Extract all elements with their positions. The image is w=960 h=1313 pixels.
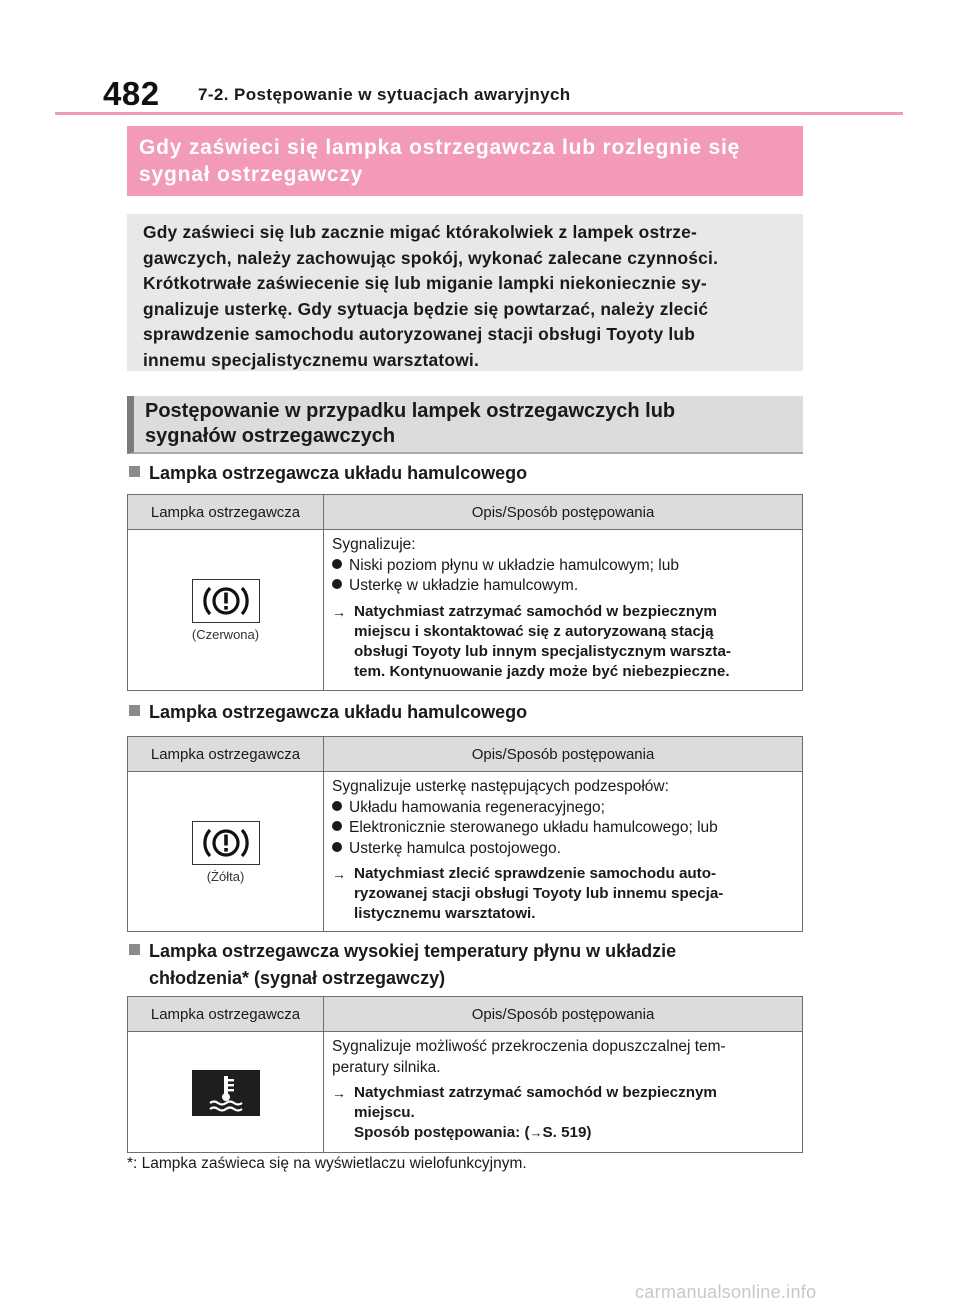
action-instruction: → Natychmiast zatrzymać samochód w bezpiecznym miejscu i skontaktować się z autoryzowaną stacją obsługi Toyoty lub innym specjalistycznym warszta- tem. Kontynuowanie jazdy może być niebezpieczne. — [332, 602, 731, 680]
section-heading — [127, 396, 803, 454]
intro-line: gawczych, należy zachowując spokój, wykonać zalecane czynności. — [143, 247, 719, 268]
action-instruction: → Natychmiast zatrzymać samochód w bezpiecznym miejscu. Sposób postępowania: (→S. 519) — [332, 1083, 794, 1143]
description-cell — [324, 530, 802, 691]
intro-line: innemu specjalistycznemu warsztatowi. — [143, 349, 479, 370]
intro-line: sprawdzenie samochodu autoryzowanej stacji obsługi Toyoty lub — [143, 324, 696, 344]
intro-line: gnalizuje usterkę. Gdy sytuacja będzie się powtarzać, należy zlecić — [143, 298, 709, 319]
warning-table-brake-red — [127, 494, 803, 691]
intro-line: Krótkotrwałe zaświecenie się lub miganie lampki niekoniecznie sy- — [143, 273, 707, 293]
main-heading — [127, 126, 803, 196]
section-heading-line: Postępowanie w przypadku lampek ostrzegawczych lub — [145, 400, 676, 422]
table-header-col-lamp: Lampka ostrzegawcza — [128, 737, 324, 771]
subsection-title-brake-yellow: Lampka ostrzegawcza układu hamulcowego — [129, 699, 527, 726]
description-cell — [324, 1032, 802, 1153]
warning-table-brake-yellow — [127, 736, 803, 932]
table-header-col-lamp: Lampka ostrzegawcza — [128, 495, 324, 529]
section-heading-line: sygnałów ostrzegawczych — [145, 425, 396, 447]
lamp-cell — [128, 772, 324, 932]
table-header-col-description: Opis/Sposób postępowania — [471, 503, 655, 521]
table-row — [128, 772, 802, 932]
bullet-item: Niski poziom płynu w układzie hamulcowym; lub — [332, 556, 794, 577]
bullet-item: Usterkę w układzie hamulcowym. — [332, 576, 794, 597]
table-row — [128, 1032, 802, 1153]
description-text: Sygnalizuje usterkę następujących podzespołów: — [332, 778, 669, 795]
main-heading-line: Gdy zaświeci się lampka ostrzegawcza lub rozlegnie się — [139, 136, 741, 159]
table-row — [128, 530, 802, 691]
watermark: carmanualsonline.info — [635, 1282, 817, 1302]
square-bullet-icon — [129, 944, 140, 955]
description-text: peratury silnika. — [332, 1058, 441, 1076]
table-header — [128, 997, 802, 1032]
coolant-temperature-icon — [192, 1070, 260, 1116]
footnote: *: Lampka zaświeca się na wyświetlaczu wielofunkcyjnym. — [127, 1155, 527, 1172]
description-text: Sygnalizuje możliwość przekroczenia dopuszczalnej tem- — [332, 1038, 726, 1055]
table-header-col-description: Opis/Sposób postępowania — [471, 745, 655, 763]
lamp-cell — [128, 1032, 324, 1153]
table-header — [128, 737, 802, 772]
table-header-col-description: Opis/Sposób postępowania — [471, 1005, 655, 1023]
page-reference: Sposób postępowania: (→S. 519) — [354, 1124, 592, 1141]
main-heading-line: sygnał ostrzegawczy — [139, 163, 364, 186]
table-header-col-lamp: Lampka ostrzegawcza — [128, 997, 324, 1031]
arrow-icon: → — [332, 1085, 346, 1101]
action-instruction: → Natychmiast zlecić sprawdzenie samochodu auto- ryzowanej stacji obsługi Toyoty lub innemu specja- listycznemu warsztatowi. — [332, 865, 724, 922]
chapter-title: 7-2. Postępowanie w sytuacjach awaryjnych — [198, 85, 571, 104]
lamp-color-caption: (Żółta) — [206, 868, 245, 884]
arrow-icon: → — [529, 1125, 543, 1140]
intro-box — [127, 214, 803, 371]
brake-warning-icon — [192, 821, 260, 865]
description-text: Sygnalizuje: — [332, 536, 416, 553]
warning-table-coolant — [127, 996, 803, 1153]
lamp-color-caption: (Czerwona) — [191, 627, 260, 642]
bullet-item: Usterkę hamulca postojowego. — [332, 839, 794, 860]
lamp-cell — [128, 530, 324, 691]
brake-warning-icon — [192, 579, 260, 623]
arrow-icon: → — [332, 603, 346, 620]
page-number: 482 — [103, 75, 160, 112]
square-bullet-icon — [129, 705, 140, 716]
subsection-title-coolant: Lampka ostrzegawcza wysokiej temperatury płynu w układzie chłodzenia* (sygnał ostrzegawczy) — [129, 938, 676, 992]
description-cell — [324, 772, 802, 932]
subsection-title-brake-red: Lampka ostrzegawcza układu hamulcowego — [129, 460, 527, 487]
table-header — [128, 495, 802, 530]
arrow-icon: → — [332, 866, 346, 882]
bullet-item: Układu hamowania regeneracyjnego; — [332, 798, 794, 819]
intro-line: Gdy zaświeci się lub zacznie migać którakolwiek z lampek ostrze- — [143, 222, 698, 242]
square-bullet-icon — [129, 466, 140, 477]
header-rule — [55, 112, 903, 115]
bullet-item: Elektronicznie sterowanego układu hamulcowego; lub — [332, 818, 794, 839]
